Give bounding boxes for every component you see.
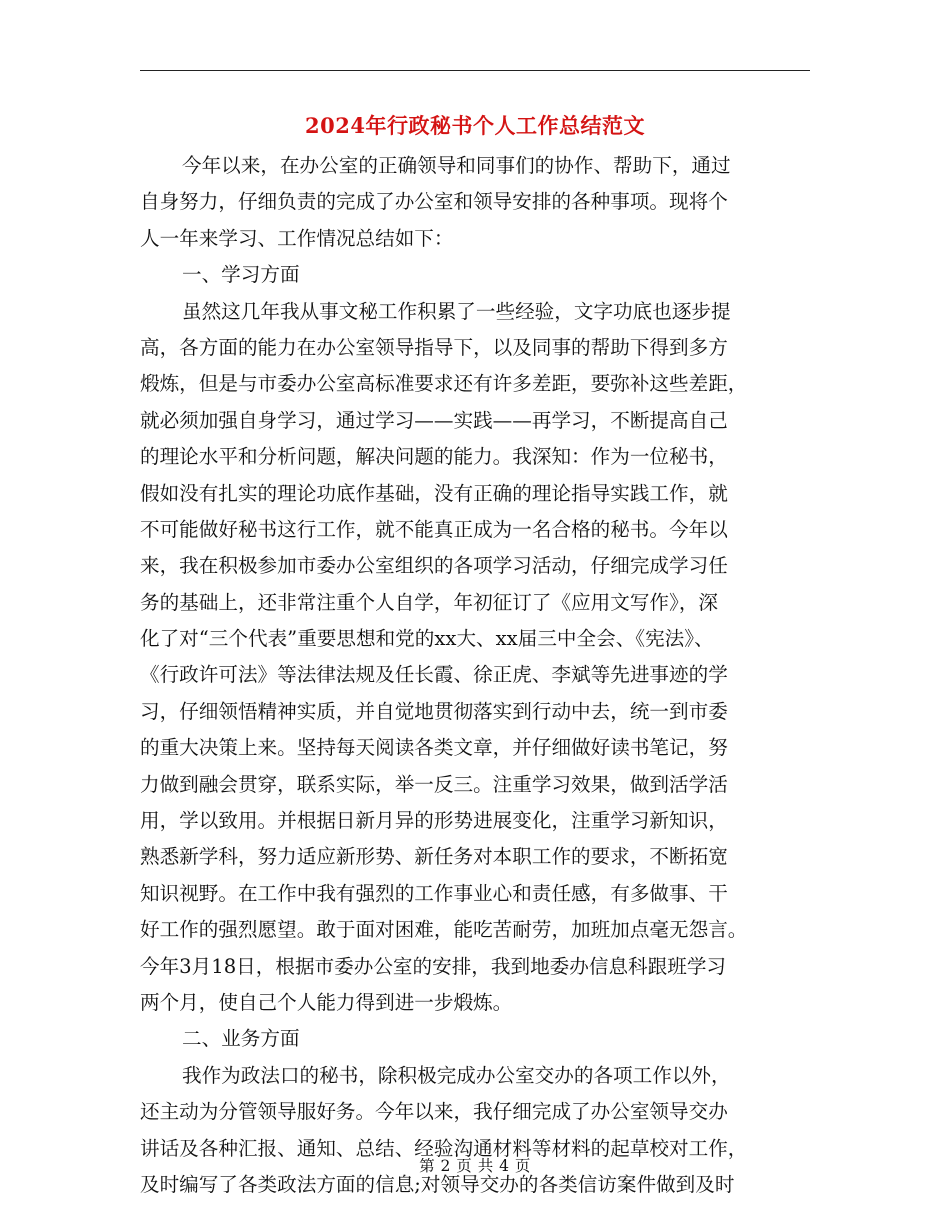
paragraph-line: 化了对“三个代表”重要思想和党的xx大、xx届三中全会、《宪法》、: [140, 627, 714, 651]
paragraph-line: 知识视野。在工作中我有强烈的工作事业心和责任感，有多做事、干: [140, 881, 728, 905]
paragraph-line: 讲话及各种汇报、通知、总结、经验沟通材料等材料的起草校对工作，: [140, 1136, 748, 1160]
paragraph-line: 力做到融会贯穿，联系实际，举一反三。注重学习效果，做到活学活: [140, 772, 728, 796]
paragraph-line: 人一年来学习、工作情况总结如下：: [140, 226, 454, 250]
paragraph-line: 高，各方面的能力在办公室领导指导下，以及同事的帮助下得到多方: [140, 335, 728, 359]
header-rule: [140, 70, 810, 71]
paragraph-line: 今年3月18日，根据市委办公室的安排，我到地委办信息科跟班学习: [140, 954, 727, 978]
paragraph-line: 不可能做好秘书这行工作，就不能真正成为一名合格的秘书。今年以: [140, 517, 728, 541]
paragraph-line: 来，我在积极参加市委办公室组织的各项学习活动，仔细完成学习任: [140, 554, 728, 578]
paragraph-line: 及时编写了各类政法方面的信息;对领导交办的各类信访案件做到及时: [140, 1172, 735, 1196]
document-title: 2024年行政秘书个人工作总结范文: [305, 113, 645, 138]
paragraph-line: 务的基础上，还非常注重个人自学，年初征订了《应用文写作》，深: [140, 590, 719, 614]
paragraph-line: 还主动为分管领导服好务。今年以来，我仔细完成了办公室领导交办: [140, 1100, 728, 1124]
paragraph-line: 自身努力，仔细负责的完成了办公室和领导安排的各种事项。现将个: [140, 190, 728, 214]
paragraph-line: 的理论水平和分析问题，解决问题的能力。我深知：作为一位秘书，: [140, 445, 728, 469]
paragraph-line: 就必须加强自身学习，通过学习——实践——再学习，不断提高自己: [140, 408, 728, 432]
document-body: [140, 148, 810, 1203]
section-heading: 二、业务方面: [182, 1027, 300, 1051]
page-number: 第 2 页 共 4 页: [419, 1157, 531, 1175]
paragraph-line: 习，仔细领悟精神实质，并自觉地贯彻落实到行动中去，统一到市委: [140, 699, 728, 723]
paragraph-line: 好工作的强烈愿望。敢于面对困难，能吃苦耐劳，加班加点毫无怨言。: [140, 918, 748, 942]
paragraph-line: 今年以来，在办公室的正确领导和同事们的协作、帮助下，通过: [182, 154, 731, 177]
paragraph-line: 用，学以致用。并根据日新月异的形势进展变化，注重学习新知识，: [140, 809, 728, 833]
paragraph-line: 虽然这几年我从事文秘工作积累了一些经验，文字功底也逐步提: [182, 299, 731, 323]
paragraph-line: 熟悉新学科，努力适应新形势、新任务对本职工作的要求，不断拓宽: [140, 845, 728, 869]
paragraph-line: 煅炼，但是与市委办公室高标准要求还有许多差距，要弥补这些差距，: [140, 372, 748, 396]
paragraph-line: 假如没有扎实的理论功底作基础，没有正确的理论指导实践工作，就: [140, 481, 728, 505]
paragraph-line: 两个月，使自己个人能力得到进一步煅炼。: [140, 990, 513, 1014]
paragraph-line: 的重大决策上来。坚持每天阅读各类文章，并仔细做好读书笔记，努: [140, 736, 728, 760]
paragraph-line: 《行政许可法》等法律法规及任长霞、徐正虎、李斌等先进事迹的学: [140, 663, 728, 687]
paragraph-line: 我作为政法口的秘书，除积极完成办公室交办的各项工作以外，: [182, 1063, 731, 1087]
section-heading: 一、学习方面: [182, 263, 300, 287]
